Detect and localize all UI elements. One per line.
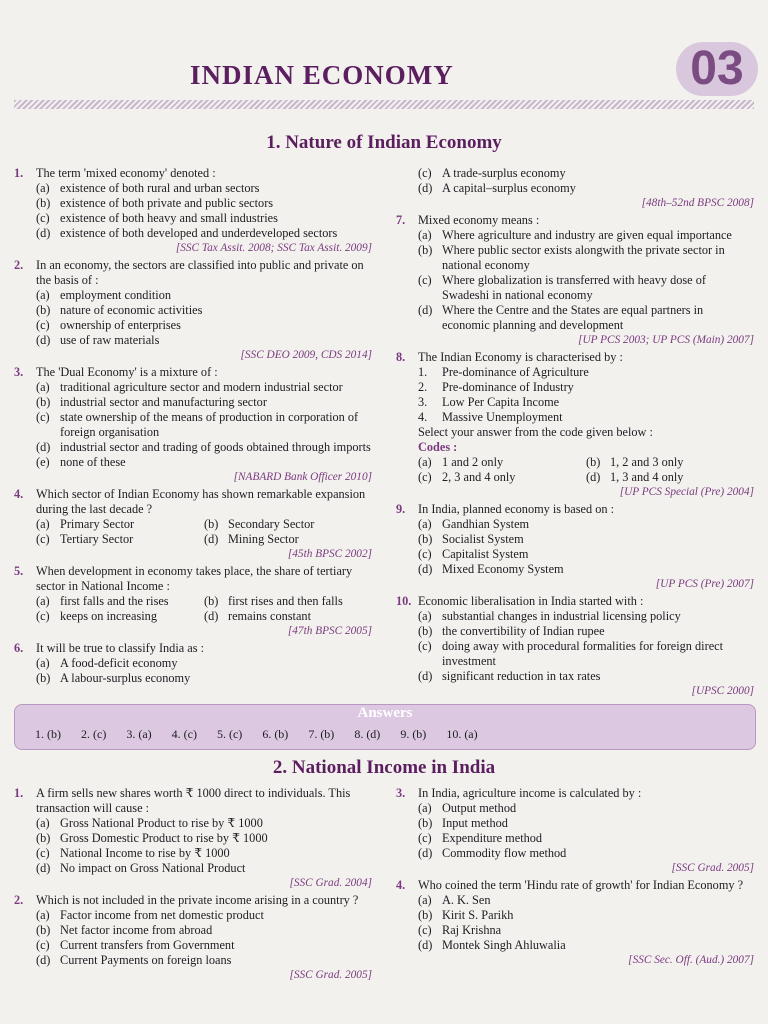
question-source: [SSC DEO 2009, CDS 2014] bbox=[240, 349, 372, 361]
answer-option bbox=[14, 455, 372, 470]
answer-key-item: 9. (b) bbox=[400, 727, 427, 741]
answer-option bbox=[396, 532, 754, 547]
option-text: National Income to rise by ₹ 1000 bbox=[60, 846, 230, 860]
statement-number: 3. bbox=[418, 395, 428, 409]
option-text: Input method bbox=[442, 816, 508, 830]
question-stem bbox=[14, 487, 372, 517]
question-text: Which sector of Indian Economy has shown remarkable expansion during the last decade ? bbox=[36, 487, 366, 516]
option-text: Expenditure method bbox=[442, 831, 543, 845]
question-number: 3. bbox=[14, 365, 24, 379]
answer-option bbox=[14, 816, 372, 831]
answer-option bbox=[14, 908, 372, 923]
question-text: In an economy, the sectors are classified into public and private on the basis of : bbox=[36, 258, 364, 287]
answer-key-item: 6. (b) bbox=[262, 727, 289, 741]
option-label: (b) bbox=[418, 908, 433, 922]
statement-item bbox=[396, 410, 754, 425]
option-label: (b) bbox=[418, 243, 433, 257]
answer-option bbox=[396, 243, 754, 273]
question-stem bbox=[396, 350, 754, 365]
option-text: Tertiary Sector bbox=[60, 532, 134, 546]
question-number: 2. bbox=[14, 258, 24, 272]
answer-option bbox=[396, 846, 754, 861]
question bbox=[14, 893, 372, 983]
option-label: (d) bbox=[204, 532, 219, 546]
question-number: 4. bbox=[396, 878, 406, 892]
answer-option bbox=[396, 517, 754, 532]
statement-item bbox=[396, 380, 754, 395]
answer-option bbox=[36, 609, 204, 624]
option-text: Capitalist System bbox=[442, 547, 529, 561]
option-text: 1, 2 and 3 only bbox=[610, 455, 684, 469]
question-number: 4. bbox=[14, 487, 24, 501]
option-text: significant reduction in tax rates bbox=[442, 669, 601, 683]
question-stem bbox=[14, 564, 372, 594]
question-text: In India, agriculture income is calculated by : bbox=[418, 786, 642, 800]
option-label: (c) bbox=[36, 410, 50, 424]
answer-option bbox=[14, 196, 372, 211]
question bbox=[14, 487, 372, 562]
option-label: (c) bbox=[36, 846, 50, 860]
section-1-left-column bbox=[14, 166, 372, 688]
answer-option bbox=[204, 532, 372, 547]
answer-option bbox=[396, 639, 754, 669]
question-number: 6. bbox=[14, 641, 24, 655]
option-label: (c) bbox=[36, 318, 50, 332]
instruction-text bbox=[396, 425, 754, 440]
option-text: A capital–surplus economy bbox=[442, 181, 576, 195]
question-text: The 'Dual Economy' is a mixture of : bbox=[36, 365, 218, 379]
answer-option bbox=[418, 470, 586, 485]
answer-option bbox=[14, 395, 372, 410]
question-source: [UP PCS (Pre) 2007] bbox=[655, 578, 754, 590]
question-source: [48th–52nd BPSC 2008] bbox=[641, 197, 754, 209]
option-text: industrial sector and manufacturing sector bbox=[60, 395, 267, 409]
answer-option bbox=[14, 938, 372, 953]
answers-box bbox=[14, 704, 756, 750]
option-label: (d) bbox=[36, 440, 51, 454]
option-label: (d) bbox=[418, 562, 433, 576]
option-text: Mining Sector bbox=[228, 532, 299, 546]
answer-option bbox=[14, 303, 372, 318]
option-text: A food-deficit economy bbox=[60, 656, 178, 670]
answer-key-item: 8. (d) bbox=[354, 727, 381, 741]
question-text: Economic liberalisation in India started with : bbox=[418, 594, 644, 608]
answer-option bbox=[204, 609, 372, 624]
question-stem bbox=[396, 502, 754, 517]
question-source: [UP PCS Special (Pre) 2004] bbox=[619, 486, 754, 498]
question-number: 7. bbox=[396, 213, 406, 227]
option-text: industrial sector and trading of goods obtained through imports bbox=[60, 440, 371, 454]
answer-option bbox=[14, 226, 372, 241]
option-text: 1, 3 and 4 only bbox=[610, 470, 684, 484]
answer-option bbox=[14, 831, 372, 846]
answer-option bbox=[396, 938, 754, 953]
option-label: (e) bbox=[36, 455, 50, 469]
option-text: Socialist System bbox=[442, 532, 524, 546]
answer-option bbox=[14, 318, 372, 333]
question-number: 1. bbox=[14, 786, 24, 800]
option-text: Current transfers from Government bbox=[60, 938, 235, 952]
answer-option bbox=[396, 166, 754, 181]
option-text: Where globalization is transferred with heavy dose of Swadeshi in national economy bbox=[442, 273, 706, 302]
answer-option bbox=[396, 923, 754, 938]
option-label: (d) bbox=[418, 669, 433, 683]
answer-key-item: 7. (b) bbox=[308, 727, 335, 741]
option-label: (a) bbox=[418, 801, 432, 815]
question bbox=[396, 878, 754, 968]
option-label: (a) bbox=[36, 816, 50, 830]
answer-option bbox=[396, 547, 754, 562]
statement-item bbox=[396, 395, 754, 410]
question bbox=[14, 166, 372, 256]
question-source: [SSC Grad. 2005] bbox=[289, 969, 372, 981]
question-stem bbox=[14, 893, 372, 908]
option-label: (b) bbox=[418, 532, 433, 546]
option-label: (a) bbox=[418, 517, 432, 531]
answer-option bbox=[204, 517, 372, 532]
option-label: (d) bbox=[204, 609, 219, 623]
statement-item bbox=[396, 365, 754, 380]
option-label: (b) bbox=[204, 594, 219, 608]
question bbox=[14, 564, 372, 639]
statement-number: 2. bbox=[418, 380, 428, 394]
section-2-right-column bbox=[396, 786, 754, 970]
option-text: none of these bbox=[60, 455, 126, 469]
answer-option bbox=[14, 953, 372, 968]
option-label: (d) bbox=[36, 953, 51, 967]
question-stem bbox=[396, 786, 754, 801]
option-label: (c) bbox=[418, 639, 432, 653]
question-text: In India, planned economy is based on : bbox=[418, 502, 615, 516]
option-text: traditional agriculture sector and modern industrial sector bbox=[60, 380, 343, 394]
answer-option bbox=[36, 517, 204, 532]
answer-key-item: 1. (b) bbox=[35, 727, 61, 741]
question-source: [SSC Grad. 2004] bbox=[289, 877, 372, 889]
option-text: Montek Singh Ahluwalia bbox=[442, 938, 566, 952]
answers-row bbox=[35, 727, 478, 742]
option-text: 2, 3 and 4 only bbox=[442, 470, 516, 484]
option-label: (b) bbox=[36, 671, 51, 685]
question-text: Which is not included in the private income arising in a country ? bbox=[36, 893, 359, 907]
question-source: [UPSC 2000] bbox=[691, 685, 754, 697]
option-label: (b) bbox=[36, 303, 51, 317]
option-label: (d) bbox=[418, 181, 433, 195]
option-text: ownership of enterprises bbox=[60, 318, 181, 332]
option-text: Raj Krishna bbox=[442, 923, 502, 937]
question-number: 5. bbox=[14, 564, 24, 578]
answers-title: Answers bbox=[357, 705, 413, 721]
option-label: (d) bbox=[36, 226, 51, 240]
option-label: (a) bbox=[418, 609, 432, 623]
answer-option bbox=[396, 669, 754, 684]
option-text: Secondary Sector bbox=[228, 517, 315, 531]
option-label: (a) bbox=[36, 288, 50, 302]
answer-option bbox=[14, 288, 372, 303]
option-label: (c) bbox=[418, 831, 432, 845]
answer-option bbox=[14, 181, 372, 196]
option-text: Mixed Economy System bbox=[442, 562, 564, 576]
answer-option bbox=[396, 816, 754, 831]
question-stem bbox=[14, 166, 372, 181]
option-text: Output method bbox=[442, 801, 517, 815]
option-text: 1 and 2 only bbox=[442, 455, 504, 469]
option-label: (d) bbox=[586, 470, 601, 484]
answer-option bbox=[36, 532, 204, 547]
option-text: existence of both developed and underdeveloped sectors bbox=[60, 226, 338, 240]
statement-text: Pre-dominance of Agriculture bbox=[442, 365, 589, 379]
option-label: (a) bbox=[418, 455, 432, 469]
answer-option bbox=[396, 228, 754, 243]
option-text: state ownership of the means of production in corporation of foreign organisation bbox=[60, 410, 359, 439]
header-divider bbox=[14, 100, 754, 109]
answer-option bbox=[14, 440, 372, 455]
option-label: (b) bbox=[586, 455, 601, 469]
chapter-number-badge: 03 bbox=[676, 42, 758, 96]
option-label: (c) bbox=[36, 532, 50, 546]
statement-number: 4. bbox=[418, 410, 428, 424]
question bbox=[14, 641, 372, 686]
answer-key-item: 5. (c) bbox=[216, 727, 243, 741]
answer-option bbox=[396, 562, 754, 577]
option-text: Where the Centre and the States are equal partners in economic planning and development bbox=[442, 303, 704, 332]
option-label: (d) bbox=[418, 938, 433, 952]
option-label: (a) bbox=[36, 908, 50, 922]
option-label: (c) bbox=[418, 470, 432, 484]
answer-option bbox=[14, 671, 372, 686]
question bbox=[396, 350, 754, 500]
statement-text: Massive Unemployment bbox=[442, 410, 563, 424]
option-label: (b) bbox=[36, 831, 51, 845]
section-1-title: 1. Nature of Indian Economy bbox=[266, 132, 502, 153]
answer-option bbox=[14, 410, 372, 440]
option-grid bbox=[396, 455, 754, 485]
answer-option bbox=[14, 380, 372, 395]
option-text: doing away with procedural formalities for foreign direct investment bbox=[442, 639, 724, 668]
option-text: existence of both heavy and small industries bbox=[60, 211, 278, 225]
option-label: (c) bbox=[36, 211, 50, 225]
question-source: [NABARD Bank Officer 2010] bbox=[233, 471, 372, 483]
section-2-title: 2. National Income in India bbox=[272, 757, 496, 778]
option-text: A labour-surplus economy bbox=[60, 671, 191, 685]
option-text: A trade-surplus economy bbox=[442, 166, 566, 180]
option-label: (c) bbox=[418, 547, 432, 561]
option-label: (b) bbox=[36, 395, 51, 409]
question-number: 9. bbox=[396, 502, 406, 516]
answer-key-item: 2. (c) bbox=[81, 727, 107, 741]
option-text: Where public sector exists alongwith the private sector in national economy bbox=[442, 243, 725, 272]
option-label: (c) bbox=[36, 609, 50, 623]
question-number: 10. bbox=[396, 594, 412, 608]
option-label: (d) bbox=[36, 333, 51, 347]
question-stem bbox=[14, 258, 372, 288]
option-text: first falls and the rises bbox=[60, 594, 169, 608]
answer-option bbox=[418, 455, 586, 470]
question-stem bbox=[396, 213, 754, 228]
question-number: 2. bbox=[14, 893, 24, 907]
option-text: Where agriculture and industry are given equal importance bbox=[442, 228, 732, 242]
question bbox=[14, 258, 372, 363]
answer-option bbox=[14, 861, 372, 876]
section-2-left-column bbox=[14, 786, 372, 985]
option-text: existence of both rural and urban sectors bbox=[60, 181, 260, 195]
answer-option bbox=[586, 470, 754, 485]
question bbox=[396, 594, 754, 699]
option-label: (d) bbox=[36, 861, 51, 875]
question-text: When development in economy takes place, the share of tertiary sector in National Income : bbox=[36, 564, 353, 593]
answer-option bbox=[396, 801, 754, 816]
option-label: (a) bbox=[36, 594, 50, 608]
option-label: (c) bbox=[418, 166, 432, 180]
question-stem bbox=[14, 641, 372, 656]
question-number: 8. bbox=[396, 350, 406, 364]
option-text: Kirit S. Parikh bbox=[442, 908, 514, 922]
question bbox=[396, 166, 754, 211]
option-text: keeps on increasing bbox=[60, 609, 157, 623]
answer-option bbox=[396, 273, 754, 303]
answer-option bbox=[586, 455, 754, 470]
option-text: the convertibility of Indian rupee bbox=[442, 624, 605, 638]
question-text: The term 'mixed economy' denoted : bbox=[36, 166, 216, 180]
question-source: [UP PCS 2003; UP PCS (Main) 2007] bbox=[578, 334, 754, 346]
option-text: Gandhian System bbox=[442, 517, 530, 531]
option-label: (a) bbox=[36, 517, 50, 531]
option-label: (c) bbox=[36, 938, 50, 952]
option-label: (a) bbox=[36, 656, 50, 670]
answer-option bbox=[396, 181, 754, 196]
option-label: (a) bbox=[418, 893, 432, 907]
question-text: Mixed economy means : bbox=[418, 213, 540, 227]
answer-option bbox=[396, 908, 754, 923]
question-source: [SSC Tax Assit. 2008; SSC Tax Assit. 2009] bbox=[175, 242, 372, 254]
question-text: A firm sells new shares worth ₹ 1000 direct to individuals. This transaction will cause : bbox=[36, 786, 351, 815]
option-text: substantial changes in industrial licensing policy bbox=[442, 609, 681, 623]
option-label: (a) bbox=[36, 380, 50, 394]
question-text: Who coined the term 'Hindu rate of growth' for Indian Economy ? bbox=[418, 878, 744, 892]
question bbox=[396, 786, 754, 876]
option-label: (b) bbox=[204, 517, 219, 531]
question bbox=[396, 213, 754, 348]
option-label: (b) bbox=[418, 624, 433, 638]
question-stem bbox=[396, 878, 754, 893]
option-text: nature of economic activities bbox=[60, 303, 203, 317]
question-text: The Indian Economy is characterised by : bbox=[418, 350, 623, 364]
question-source: [SSC Grad. 2005] bbox=[671, 862, 754, 874]
question-source: [47th BPSC 2005] bbox=[287, 625, 372, 637]
option-label: (c) bbox=[418, 273, 432, 287]
question-stem bbox=[14, 365, 372, 380]
option-label: (d) bbox=[418, 846, 433, 860]
answer-option bbox=[36, 594, 204, 609]
option-label: (d) bbox=[418, 303, 433, 317]
question-text: It will be true to classify India as : bbox=[36, 641, 205, 655]
option-label: (a) bbox=[36, 181, 50, 195]
statement-text: Low Per Capita Income bbox=[442, 395, 560, 409]
option-text: remains constant bbox=[228, 609, 311, 623]
question-source: [45th BPSC 2002] bbox=[287, 548, 372, 560]
option-label: (b) bbox=[36, 196, 51, 210]
answer-option bbox=[14, 211, 372, 226]
statement-text: Pre-dominance of Industry bbox=[442, 380, 574, 394]
option-text: Gross National Product to rise by ₹ 1000 bbox=[60, 816, 263, 830]
question bbox=[14, 786, 372, 891]
option-grid bbox=[14, 517, 372, 547]
answer-option bbox=[204, 594, 372, 609]
option-label: (a) bbox=[418, 228, 432, 242]
option-text: Gross Domestic Product to rise by ₹ 1000 bbox=[60, 831, 268, 845]
option-text: Current Payments on foreign loans bbox=[60, 953, 232, 967]
codes-label: Codes : bbox=[418, 440, 458, 454]
answer-option bbox=[14, 923, 372, 938]
answer-option bbox=[14, 846, 372, 861]
option-text: employment condition bbox=[60, 288, 171, 302]
option-label: (c) bbox=[418, 923, 432, 937]
question bbox=[14, 365, 372, 485]
chapter-title: INDIAN ECONOMY bbox=[190, 60, 454, 90]
option-text: Net factor income from abroad bbox=[60, 923, 213, 937]
answer-option bbox=[396, 624, 754, 639]
question-number: 1. bbox=[14, 166, 24, 180]
option-text: Factor income from net domestic product bbox=[60, 908, 264, 922]
question bbox=[396, 502, 754, 592]
answer-key-item: 3. (a) bbox=[126, 727, 152, 741]
option-grid bbox=[14, 594, 372, 624]
statement-number: 1. bbox=[418, 365, 428, 379]
option-text: first rises and then falls bbox=[228, 594, 343, 608]
option-label: (b) bbox=[36, 923, 51, 937]
question-stem bbox=[14, 786, 372, 816]
answer-key-item: 10. (a) bbox=[446, 727, 478, 741]
question-stem bbox=[396, 594, 754, 609]
answer-option bbox=[396, 609, 754, 624]
option-text: use of raw materials bbox=[60, 333, 160, 347]
question-number: 3. bbox=[396, 786, 406, 800]
answer-option bbox=[14, 333, 372, 348]
section-1-right-column bbox=[396, 166, 754, 701]
option-text: existence of both private and public sectors bbox=[60, 196, 274, 210]
option-text: Commodity flow method bbox=[442, 846, 567, 860]
instruction: Select your answer from the code given below : bbox=[418, 425, 653, 439]
option-text: Primary Sector bbox=[60, 517, 135, 531]
answer-option bbox=[396, 893, 754, 908]
question-source: [SSC Sec. Off. (Aud.) 2007] bbox=[628, 954, 754, 966]
option-text: No impact on Gross National Product bbox=[60, 861, 246, 875]
option-label: (b) bbox=[418, 816, 433, 830]
answer-option bbox=[396, 831, 754, 846]
answer-key-item: 4. (c) bbox=[171, 727, 197, 741]
answer-option bbox=[396, 303, 754, 333]
option-text: A. K. Sen bbox=[442, 893, 491, 907]
answer-option bbox=[14, 656, 372, 671]
